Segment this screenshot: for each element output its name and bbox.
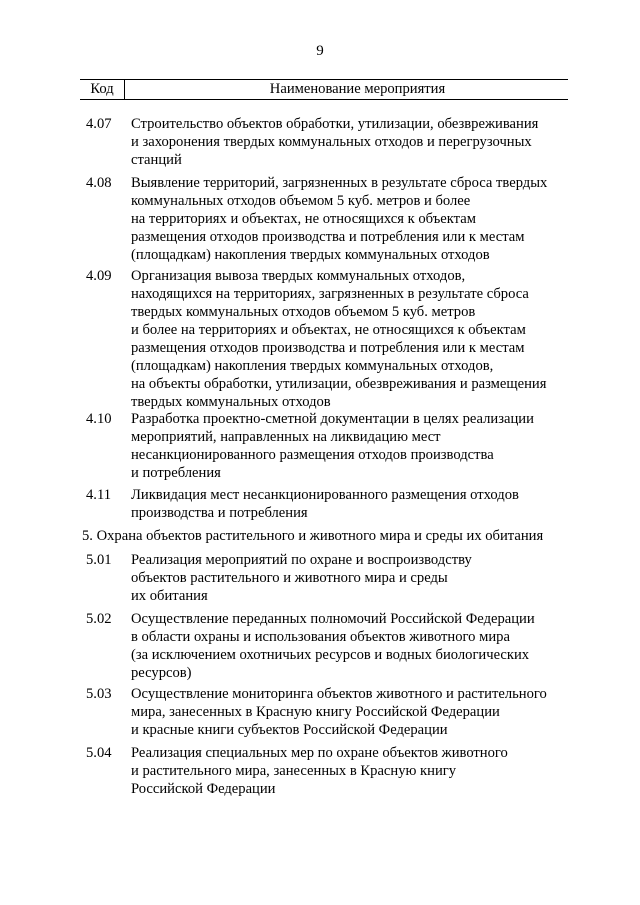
entry-line: Ликвидация мест несанкционированного размещения отходов: [131, 487, 519, 503]
entry-line: и потребления: [131, 465, 221, 481]
page-number: 9: [316, 43, 324, 59]
entry-code: 4.11: [86, 487, 111, 503]
entry-line: и захоронения твердых коммунальных отходов и перегрузочных: [131, 134, 532, 150]
entry-line: и более на территориях и объектах, не относящихся к объектам: [131, 322, 526, 338]
entry-text: [131, 115, 571, 169]
entry-line: твердых коммунальных отходов: [131, 394, 331, 410]
entry-line: объектов растительного и животного мира и среды: [131, 570, 448, 586]
entry-line: их обитания: [131, 588, 208, 604]
section-heading: 5. Охрана объектов растительного и животного мира и среды их обитания: [82, 528, 544, 544]
entry-code: 5.02: [86, 611, 112, 627]
entry-text: [131, 744, 571, 798]
entry-code: 4.10: [86, 411, 112, 427]
entry-text: [131, 174, 571, 264]
entry-line: размещения отходов производства и потребления или к местам: [131, 340, 525, 356]
entry-line: производства и потребления: [131, 505, 308, 521]
entry-line: (площадкам) накопления твердых коммунальных отходов,: [131, 358, 494, 374]
entry-code: 4.07: [86, 116, 112, 132]
entry-line: находящихся на территориях, загрязненных в результате сброса: [131, 286, 529, 302]
entry-line: Выявление территорий, загрязненных в результате сброса твердых: [131, 175, 548, 191]
entry-text: [131, 267, 571, 411]
entry-line: Строительство объектов обработки, утилизации, обезвреживания: [131, 116, 539, 132]
entry-line: Разработка проектно-сметной документации в целях реализации: [131, 411, 534, 427]
entry-line: Осуществление мониторинга объектов животного и растительного: [131, 686, 547, 702]
entry-line: и красные книги субъектов Российской Федерации: [131, 722, 448, 738]
entry-line: в области охраны и использования объектов животного мира: [131, 629, 510, 645]
entry-line: на территориях и объектах, не относящихся к объектам: [131, 211, 476, 227]
entry-text: [131, 486, 571, 522]
entry-text: [131, 685, 571, 739]
entry-code: 5.03: [86, 686, 112, 702]
entry-line: (площадкам) накопления твердых коммунальных отходов: [131, 247, 490, 263]
entry-line: Реализация мероприятий по охране и воспроизводству: [131, 552, 472, 568]
entry-code: 4.08: [86, 175, 112, 191]
entry-line: Реализация специальных мер по охране объектов животного: [131, 745, 508, 761]
entry-line: несанкционированного размещения отходов производства: [131, 447, 494, 463]
entry-line: коммунальных отходов объемом 5 куб. метров и более: [131, 193, 471, 209]
entry-text: [131, 551, 571, 605]
entry-line: на объекты обработки, утилизации, обезвреживания и размещения: [131, 376, 547, 392]
entry-line: Организация вывоза твердых коммунальных отходов,: [131, 268, 466, 284]
entry-line: станций: [131, 152, 182, 168]
entry-line: ресурсов): [131, 665, 192, 681]
entry-line: и растительного мира, занесенных в Красную книгу: [131, 763, 457, 779]
entry-text: [131, 610, 571, 682]
entry-text: [131, 410, 571, 482]
table-header: [80, 79, 568, 100]
column-header-code: Код: [80, 80, 125, 99]
entry-line: мира, занесенных в Красную книгу Российской Федерации: [131, 704, 500, 720]
entry-line: твердых коммунальных отходов объемом 5 куб. метров: [131, 304, 476, 320]
entry-line: размещения отходов производства и потребления или к местам: [131, 229, 525, 245]
entry-code: 4.09: [86, 268, 112, 284]
column-header-name: Наименование мероприятия: [269, 81, 446, 97]
entry-code: 5.04: [86, 745, 112, 761]
entry-line: Российской Федерации: [131, 781, 276, 797]
entry-line: (за исключением охотничьих ресурсов и водных биологических: [131, 647, 530, 663]
entry-line: Осуществление переданных полномочий Российской Федерации: [131, 611, 535, 627]
entry-line: мероприятий, направленных на ликвидацию мест: [131, 429, 441, 445]
entry-code: 5.01: [86, 552, 112, 568]
